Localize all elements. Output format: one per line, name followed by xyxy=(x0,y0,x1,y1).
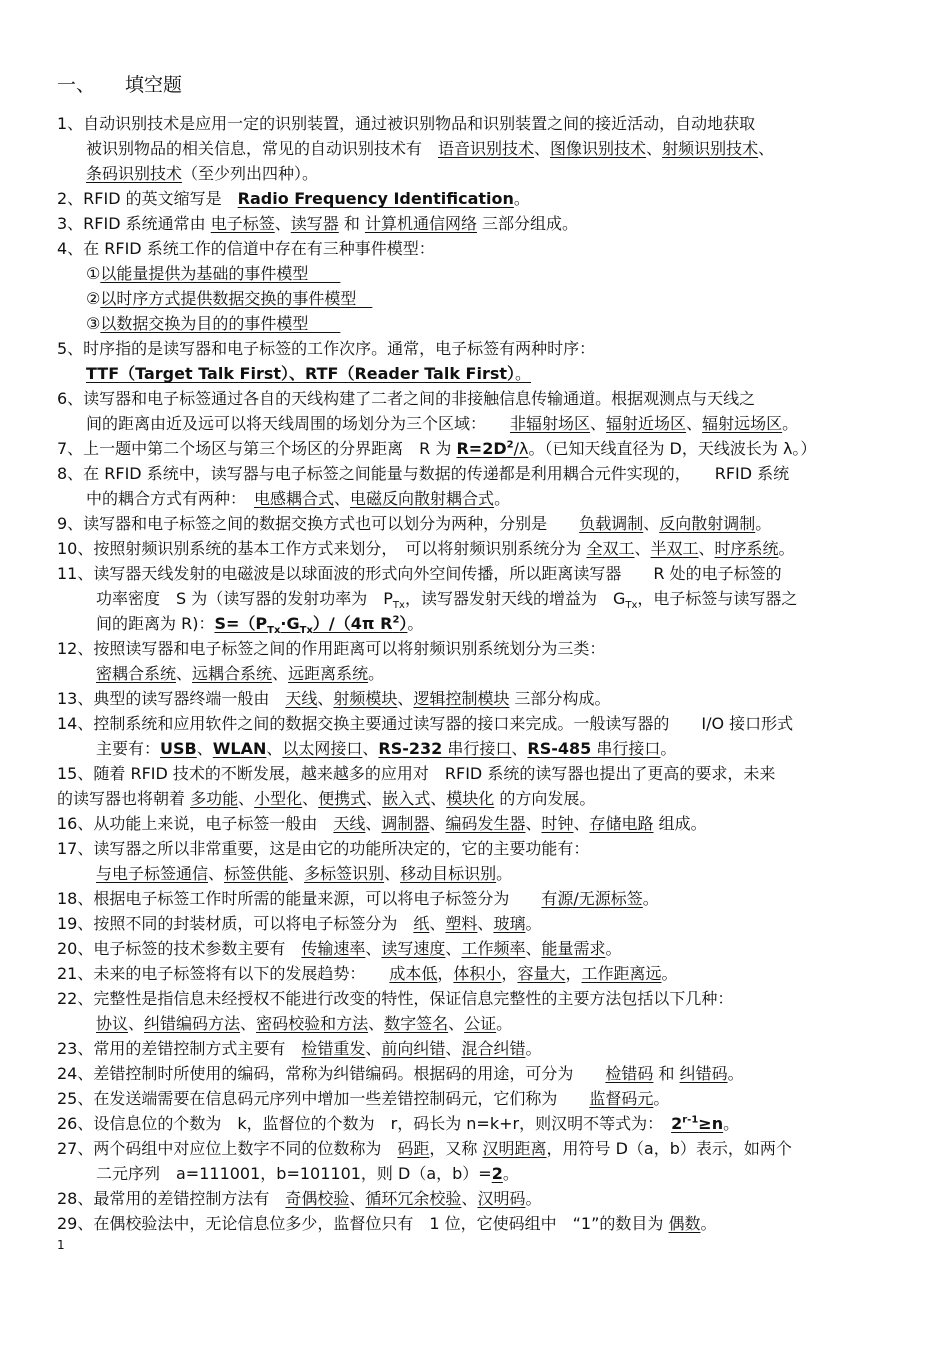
text-line: 15、随着 RFID 技术的不断发展，越来越多的应用对 RFID 系统的读写器也提出了更高的要求，未来 xyxy=(57,764,776,783)
text-line: 29、在偶校验法中，无论信息位多少，监督位只有 1 位，它使码组中 “1”的数目为 偶数。 xyxy=(57,1214,717,1233)
text-line: 间的距离为 R)：$S=(P_{Tx}\cdot G_{Tx})/(4\pi$ $R^2$）。 xyxy=(96,614,424,637)
text-line: 9、读写器和电子标签之间的数据交换方式也可以划分为两种，分别是 负载调制、反向散射调制。 xyxy=(57,514,772,533)
text-line: 被识别物品的相关信息，常见的自动识别技术有 语音识别技术、图像识别技术、射频识别技术、 xyxy=(86,139,775,158)
section-number: 一、 xyxy=(57,74,96,96)
text-line: 25、在发送端需要在信息码元序列中增加一些差错控制码元，它们称为 监督码元。 xyxy=(57,1089,670,1108)
text-line: 密耦合系统、远耦合系统、远距离系统。 xyxy=(96,664,385,683)
text-line: 6、读写器和电子标签通过各自的天线构建了二者之间的非接触信息传输通道。根据观测点与天线之 xyxy=(57,389,756,408)
text-line: 20、电子标签的技术参数主要有 传输速率、读写速度、工作频率、能量需求。 xyxy=(57,939,622,958)
text-line: 协议、纠错编码方法、密码校验和方法、数字签名、公证。 xyxy=(96,1014,513,1033)
section-title: 填空题 xyxy=(125,74,183,96)
text-line: 4、在 RFID 系统工作的信道中存在有三种事件模型： xyxy=(57,239,435,258)
text-line: 28、最常用的差错控制方法有 奇偶校验、循环冗余校验、汉明码。 xyxy=(57,1189,542,1208)
text-line: 1、自动识别技术是应用一定的识别装置，通过被识别物品和识别装置之间的接近活动，自动地获取 xyxy=(57,114,756,133)
text-line: 3、RFID 系统通常由 电子标签、读写器 和 计算机通信网络 三部分组成。 xyxy=(57,214,579,233)
text-line: 26、设信息位的个数为 k，监督位的个数为 r，码长为 n=k+r，则汉明不等式为： $2^{r-1}\ge n$。 xyxy=(57,1114,740,1133)
text-line: 10、按照射频识别系统的基本工作方式来划分， 可以将射频识别系统分为 全双工、半双工、时序系统。 xyxy=(57,539,795,558)
text-line: 16、从功能上来说，电子标签一般由 天线、调制器、编码发生器、时钟、存储电路 组成。 xyxy=(57,814,707,833)
text-line: 14、控制系统和应用软件之间的数据交换主要通过读写器的接口来完成。一般读写器的 I/O 接口形式 xyxy=(57,714,794,733)
text-line: 27、两个码组中对应位上数字不同的位数称为 码距，又称 汉明距离，用符号 D（a，b）表示，如两个 xyxy=(57,1139,792,1158)
text-line: ①以能量提供为基础的事件模型 xyxy=(86,264,341,283)
text-line: 与电子标签通信、标签供能、多标签识别、移动目标识别。 xyxy=(96,864,513,883)
text-line: 12、按照读写器和电子标签之间的作用距离可以将射频识别系统划分为三类： xyxy=(57,639,606,658)
text-line: 17、读写器之所以非常重要，这是由它的功能所决定的，它的主要功能有： xyxy=(57,839,590,858)
text-line: 主要有：USB、WLAN、以太网接口、RS-232 串行接口、RS-485 串行接口。 xyxy=(96,739,677,758)
text-line: 条码识别技术（至少列出四种）。 xyxy=(86,164,319,183)
text-line: ②以时序方式提供数据交换的事件模型 xyxy=(86,289,373,308)
text-line: 中的耦合方式有两种： 电感耦合式、电磁反向散射耦合式。 xyxy=(86,489,511,508)
text-line: ③以数据交换为目的的事件模型 xyxy=(86,314,341,333)
text-line: 8、在 RFID 系统中，读写器与电子标签之间能量与数据的传递都是利用耦合元件实现的， RFID 系统 xyxy=(57,464,790,483)
text-line: 5、时序指的是读写器和电子标签的工作次序。通常，电子标签有两种时序： xyxy=(57,339,596,358)
text-line: 11、读写器天线发射的电磁波是以球面波的形式向外空间传播，所以距离读写器 R 处的电子标签的 xyxy=(57,564,782,583)
text-line: 19、按照不同的封装材质，可以将电子标签分为 纸、塑料、玻璃。 xyxy=(57,914,542,933)
text-line: 间的距离由近及远可以将天线周围的场划分为三个区域： 非辐射场区、辐射近场区、辐射远场区。 xyxy=(86,414,799,433)
text-line: 二元序列 a=111001，b=101101，则 D（a，b）=2。 xyxy=(96,1164,519,1183)
text-line: 2、RFID 的英文缩写是 Radio Frequency Identification。 xyxy=(57,189,530,208)
text-line: 功率密度 S 为（读写器的发射功率为 $P_{Tx}$，读写器发射天线的增益为 $G_{Tx}$，电子标签与读写器之 xyxy=(96,589,798,612)
text-line: 24、差错控制时所使用的编码，常称为纠错编码。根据码的用途，可分为 检错码 和 纠错码。 xyxy=(57,1064,744,1083)
text-line: TTF（Target Talk First）、RTF（Reader Talk First）。 xyxy=(86,364,532,383)
text-line: 21、未来的电子标签将有以下的发展趋势： 成本低，体积小，容量大，工作距离远。 xyxy=(57,964,678,983)
page-number: 1 xyxy=(57,1238,65,1252)
text-line: 7、上一题中第二个场区与第三个场区的分界距离 R 为 $R=2D^2/\lambda$。（已知天线直径为 D，天线波长为 λ。） xyxy=(57,439,817,458)
section-heading xyxy=(57,70,182,97)
text-line: 18、根据电子标签工作时所需的能量来源，可以将电子标签分为 有源/无源标签。 xyxy=(57,889,659,908)
text-line: 23、常用的差错控制方式主要有 检错重发、前向纠错、混合纠错。 xyxy=(57,1039,542,1058)
text-line: 的读写器也将朝着 多功能、小型化、便携式、嵌入式、模块化 的方向发展。 xyxy=(57,789,596,808)
text-line: 13、典型的读写器终端一般由 天线、射频模块、逻辑控制模块 三部分构成。 xyxy=(57,689,611,708)
text-line: 22、完整性是指信息未经授权不能进行改变的特性，保证信息完整性的主要方法包括以下几种： xyxy=(57,989,734,1008)
